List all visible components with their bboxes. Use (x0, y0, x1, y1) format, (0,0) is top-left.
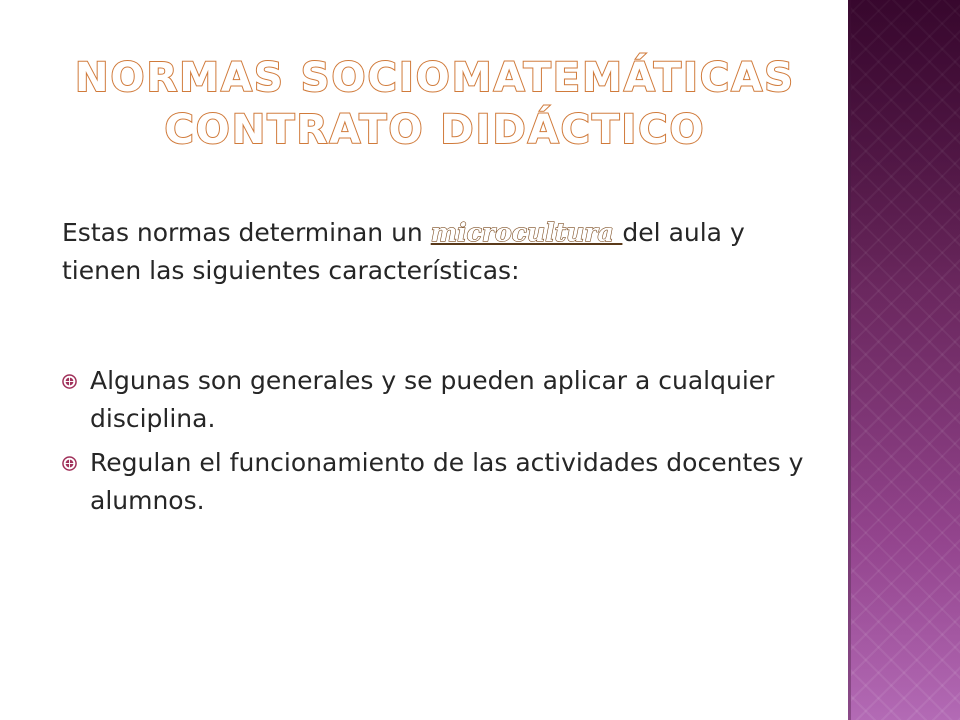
intro-emphasis: microcultura (430, 218, 623, 247)
bullet-text-1: Algunas son generales y se pueden aplicar a cualquier disciplina. (90, 366, 775, 433)
slide-title (70, 52, 800, 156)
bullet-item-2 (62, 444, 822, 520)
circle-bullet-icon (62, 456, 77, 471)
title-line-2: CONTRATO DIDÁCTICO (164, 107, 706, 153)
intro-paragraph (62, 214, 822, 290)
circle-bullet-icon (62, 374, 77, 389)
intro-text-start: Estas normas determinan un (62, 218, 431, 247)
intro-text-end: del aula y tienen las siguientes características: (62, 218, 745, 285)
side-panel-edge (848, 0, 851, 720)
bullet-item-1 (62, 362, 822, 438)
title-line-1: NORMAS SOCIOMATEMÁTICAS (74, 55, 796, 101)
bullet-text-2: Regulan el funcionamiento de las actividades docentes y alumnos. (90, 448, 804, 515)
bullet-list (62, 362, 822, 526)
decorative-side-panel (848, 0, 960, 720)
